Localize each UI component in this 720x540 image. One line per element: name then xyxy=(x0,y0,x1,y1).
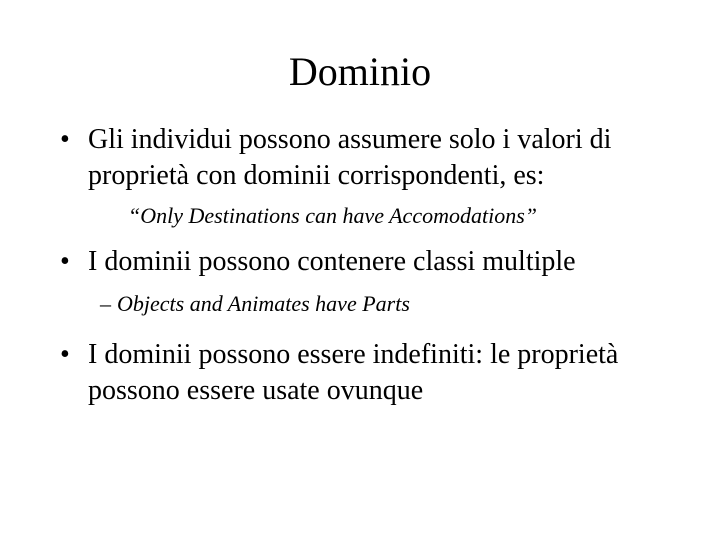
bullet-text: I dominii possono contenere classi multiple xyxy=(88,246,576,277)
bullet-item xyxy=(60,337,680,409)
sub-example: “Only Destinations can have Accomodations” xyxy=(128,203,537,228)
bullet-icon: • xyxy=(60,124,70,155)
dash-icon: – xyxy=(100,291,111,316)
slide-title: Dominio xyxy=(288,49,432,94)
bullet-item xyxy=(60,244,680,280)
sub-bullet-text: Objects and Animates have Parts xyxy=(117,291,410,316)
bullet-icon: • xyxy=(60,339,70,370)
bullet-item xyxy=(60,122,680,194)
bullet-icon: • xyxy=(60,246,70,277)
sub-bullet xyxy=(100,290,410,318)
bullet-text: Gli individui possono assumere solo i valori di proprietà con dominii corrispondenti, es: xyxy=(88,124,612,191)
bullet-text: I dominii possono essere indefiniti: le proprietà possono essere usate ovunque xyxy=(88,339,619,406)
